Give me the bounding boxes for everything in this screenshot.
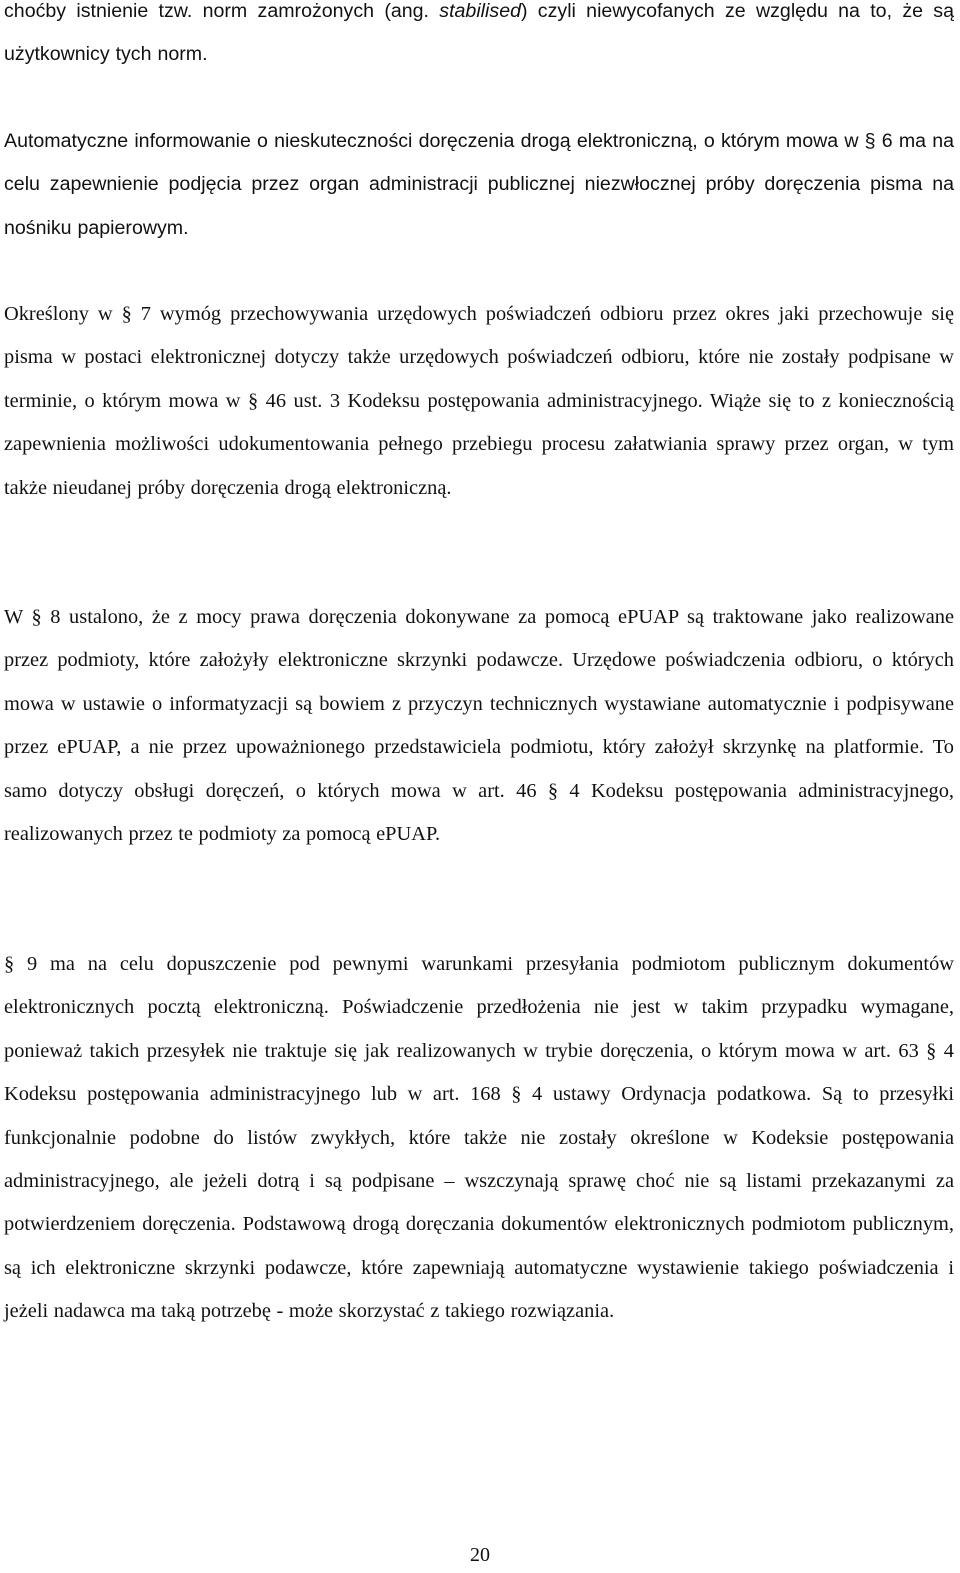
paragraph-norms-term: stabilised: [439, 0, 521, 22]
paragraph-norms-part-c: ) czyli niewycofanych ze względu na to, że są użytkownicy tych norm.: [4, 0, 954, 66]
paragraph-norms: [4, 0, 954, 77]
page-number: 20: [470, 1544, 490, 1566]
paragraph-section-8: W § 8 ustalono, że z mocy prawa doręczenia dokonywane za pomocą ePUAP są traktowane jako realizowane przez podmioty, które założyły elektroniczne skrzynki podawcze. Urzędowe poświadczenia odbioru, o których mowa w ustawie o informatyzacji są bowiem z przyczyn technicznych wystawiane automatycznie i podpisywane przez ePUAP, a nie przez upoważnionego przedstawiciela podmiotu, który założył skrzynkę na platformie. To samo dotyczy obsługi doręczeń, o których mowa w art. 46 § 4 Kodeksu postępowania administracyjnego, realizowanych przez te podmioty za pomocą ePUAP.: [4, 606, 954, 846]
paragraph-section-6: Automatyczne informowanie o nieskuteczności doręczenia drogą elektroniczną, o którym mowa w § 6 ma na celu zapewnienie podjęcia przez organ administracji publicznej niezwłocznej próby doręczenia pisma na nośniku papierowym.: [4, 130, 954, 239]
paragraph-section-9: § 9 ma na celu dopuszczenie pod pewnymi warunkami przesyłania podmiotom publicznym dokumentów elektronicznych pocztą elektroniczną. Poświadczenie przedłożenia nie jest w takim przypadku wymagane, ponieważ takich przesyłek nie traktuje się jak realizowanych w trybie doręczenia, o którym mowa w art. 63 § 4 Kodeksu postępowania administracyjnego lub w art. 168 § 4 ustawy Ordynacja podatkowa. Są to przesyłki funkcjonalnie podobne do listów zwykłych, które także nie zostały określone w Kodeksie postępowania administracyjnego, ale jeżeli dotrą i są podpisane – wszczynają sprawę choć nie są listami przekazanymi za potwierdzeniem doręczenia. Podstawową drogą doręczania dokumentów elektronicznych podmiotom publicznym, są ich elektroniczne skrzynki podawcze, które zapewniają automatyczne wystawienie takiego poświadczenia i jeżeli nadawca ma taką potrzebę - może skorzystać z takiego rozwiązania.: [4, 953, 954, 1323]
paragraph-section-7: Określony w § 7 wymóg przechowywania urzędowych poświadczeń odbioru przez okres jaki przechowuje się pisma w postaci elektronicznej dotyczy także urzędowych poświadczeń odbioru, które nie zostały podpisane w terminie, o którym mowa w § 46 ust. 3 Kodeksu postępowania administracyjnego. Wiąże się to z koniecznością zapewnienia możliwości udokumentowania pełnego przebiegu procesu załatwiania sprawy przez organ, w tym także nieudanej próby doręczenia drogą elektroniczną.: [4, 303, 954, 499]
paragraph-norms-part-a: choćby istnienie tzw. norm zamrożonych (ang.: [4, 0, 440, 22]
